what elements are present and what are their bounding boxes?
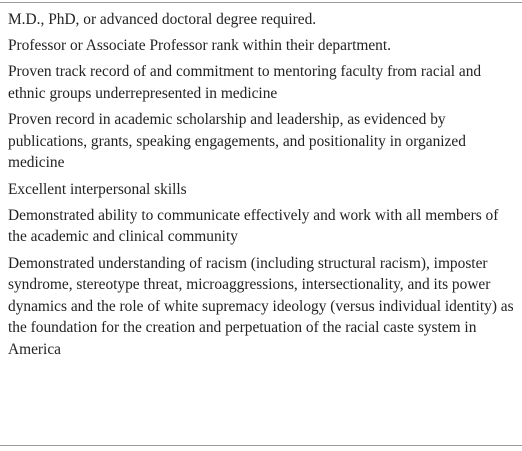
criterion-mentoring: Proven track record of and commitment to mentoring faculty from racial and ethnic groups underrepresented in medicine [8, 63, 482, 102]
criterion-communication: Demonstrated ability to communicate effectively and work with all members of the academic and clinical community [8, 206, 499, 246]
criterion-racism-understanding: Demonstrated understanding of racism (including structural racism), imposter syndrome, stereotype threat, microaggressions, intersectionality, and its power dynamics and the role of white supremacy ideology (versus individual identity) as the foundation for the creation and perpetuation of the racial caste system in America [8, 254, 514, 358]
criteria-list [8, 9, 516, 365]
criterion-rank: Professor or Associate Professor rank within their department. [8, 37, 391, 55]
criterion-interpersonal: Excellent interpersonal skills [8, 180, 187, 198]
criterion-degree: M.D., PhD, or advanced doctoral degree required. [8, 11, 317, 28]
table-bottom-rule [0, 445, 522, 446]
table-top-rule [0, 2, 522, 3]
criterion-scholarship: Proven record in academic scholarship and leadership, as evidenced by publications, grants, speaking engagements, and positionality in organized medicine [8, 111, 466, 172]
